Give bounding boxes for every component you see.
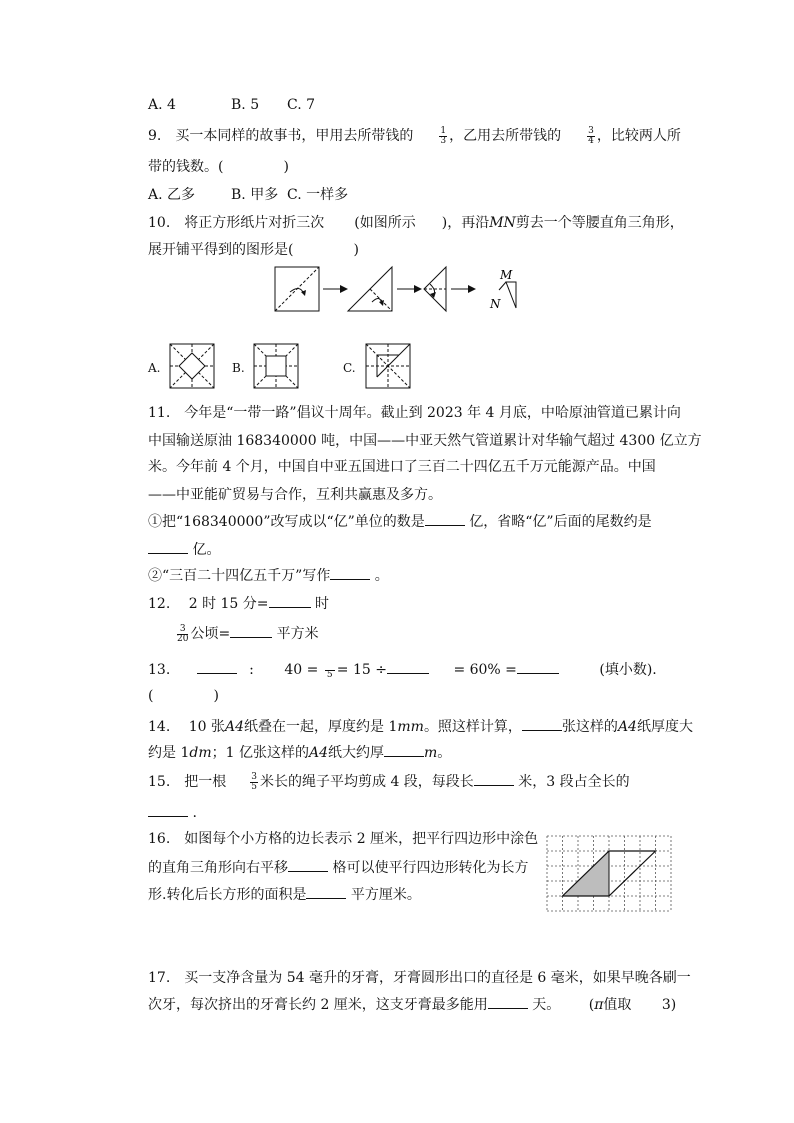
q10-option-a-label[interactable]: A. <box>148 361 161 375</box>
q15-blank-1[interactable] <box>474 771 514 786</box>
q12-line1 <box>148 593 329 614</box>
q13-paren-close: ) <box>213 688 219 704</box>
q14-mm: mm <box>397 719 424 735</box>
q11-line4: ——中亚能矿贸易与合作，互利共赢惠及多方。 <box>148 487 442 503</box>
q12-fraction: $\frac{3}{20}$ <box>177 623 189 644</box>
q13-blank-2[interactable] <box>387 659 429 674</box>
q17-line2 <box>148 994 676 1015</box>
q14-a4-2: A4 <box>617 719 637 735</box>
q13-line1 <box>148 659 657 680</box>
q12-line2 <box>175 623 319 644</box>
q11-line1: 11. 今年是“一带一路”倡议十周年。截止到 2023 年 4 月底，中哈原油管道已累计向 <box>148 405 681 421</box>
q16-line2 <box>148 857 528 878</box>
q14-line2 <box>148 742 451 763</box>
q14-line1 <box>148 716 693 737</box>
q14-blank-1[interactable] <box>522 716 562 731</box>
q9-option-a[interactable]: A. 乙多 <box>148 187 196 203</box>
q15-period: . <box>192 805 197 821</box>
q15-text-3: 米，3 段占全长的 <box>518 774 630 790</box>
q13-paren-open: ( <box>148 688 154 704</box>
q10-option-b-figure[interactable] <box>253 343 299 389</box>
q8-option-a[interactable]: A. 4 <box>148 97 176 113</box>
q16-grid-figure <box>546 835 672 913</box>
q10-line2 <box>148 240 359 260</box>
q10-option-b-label[interactable]: B. <box>232 361 245 375</box>
q11-part2-text: ②“三百二十四亿五千万”写作 <box>148 568 331 584</box>
q9-text: 9. 买一本同样的故事书，甲用去所带钱的 <box>148 128 414 144</box>
q14-a4-3: A4 <box>308 745 328 761</box>
q16-line3 <box>148 884 421 905</box>
q11-part1-text-2: 亿，省略“亿”后面的尾数约是 <box>469 514 652 530</box>
q10-line1 <box>148 213 684 233</box>
q13-line2 <box>148 686 219 706</box>
q11-line2: 中国输送原油 168340000 吨，中国——中亚天然气管道累计对华输气超过 4300 亿立方 <box>148 433 702 449</box>
q12-text: 12. 2 时 15 分= <box>148 596 269 612</box>
q9-option-b[interactable]: B. 甲多 <box>231 187 279 203</box>
q13-hint: (填小数 <box>599 662 647 678</box>
q16-blank-1[interactable] <box>288 857 328 872</box>
q17-text-4: 3) <box>661 997 677 1013</box>
q13-blank-3[interactable] <box>517 659 559 674</box>
q15-line2 <box>148 802 197 823</box>
q17-text-2: 天。 <box>532 997 561 1013</box>
q8-option-c[interactable]: C. 7 <box>287 97 316 113</box>
q14-text-1: 14. 10 张 <box>148 719 225 735</box>
q9-text-3: ，比较两人所 <box>596 128 681 144</box>
q10-text-4: 剪去一个等腰直角三角形， <box>515 215 684 231</box>
q9-options <box>148 185 349 205</box>
q17-blank[interactable] <box>488 994 528 1009</box>
q10-label-n: N <box>490 297 501 311</box>
q11-unit: 亿。 <box>192 542 221 558</box>
q16-text-1: 的直角三角形向右平移 <box>148 860 288 876</box>
q11-blank-2[interactable] <box>148 539 188 554</box>
q9-paren-close: ) <box>283 159 289 175</box>
q14-text-2: 纸叠在一起，厚度约是 1 <box>244 719 398 735</box>
q9-line2 <box>148 157 289 177</box>
q11-period: 。 <box>374 568 389 584</box>
q13-forty: 40 = <box>284 662 319 678</box>
q14-text-3: 。照这样计算， <box>423 719 522 735</box>
q11-line5 <box>148 511 652 532</box>
q11-blank-1[interactable] <box>425 511 465 526</box>
q11-line7 <box>148 565 389 586</box>
q10-paren-close: ) <box>353 242 359 258</box>
q14-a4: A4 <box>224 719 245 735</box>
q9-line1 <box>148 126 681 146</box>
q8-options <box>148 95 316 115</box>
q12-unit-2: 平方米 <box>276 626 319 642</box>
q11-line3: 米。今年前 4 个月，中国自中亚五国进口了三百二十四亿五千万元能源产品。中国 <box>148 459 656 475</box>
q14-dm: dm <box>189 745 212 761</box>
q16-blank-2[interactable] <box>306 884 346 899</box>
q16-text-3: 形.转化后长方形的面积是 <box>148 887 307 903</box>
q16-text-4: 平方厘米。 <box>350 887 421 903</box>
q8-option-b[interactable]: B. 5 <box>231 97 260 113</box>
q15-text-2: 米长的绳子平均剪成 4 段，每段长 <box>260 774 474 790</box>
q11-blank-3[interactable] <box>330 565 370 580</box>
q15-text-1: 15. 把一根 <box>148 774 227 790</box>
q14-period: 。 <box>437 745 452 761</box>
q13-fraction[interactable]: 5 <box>325 661 335 680</box>
q13-colon: : <box>249 662 254 678</box>
q9-text-4: 带的钱数。( <box>148 159 224 175</box>
q12-blank-2[interactable] <box>230 623 272 638</box>
q14-text-5: 纸厚度大 <box>636 719 693 735</box>
q14-blank-2[interactable] <box>384 742 424 757</box>
q17-pi: π <box>594 997 604 1013</box>
q9-option-c[interactable]: C. 一样多 <box>287 187 349 203</box>
q17-line1: 17. 买一支净含量为 54 毫升的牙膏，牙膏圆形出口的直径是 6 毫米，如果早晚各刷一 <box>148 970 691 986</box>
q10-folding-diagram <box>270 262 530 316</box>
q15-blank-2[interactable] <box>148 802 188 817</box>
q10-mn: MN <box>489 215 516 231</box>
q13-blank-1[interactable] <box>197 659 237 674</box>
q17-paren: ( <box>588 997 595 1013</box>
q12-unit-1: 时 <box>314 596 329 612</box>
q14-text-6: 约是 1 <box>148 745 190 761</box>
q14-m: m <box>424 745 438 761</box>
q10-option-c-label[interactable]: C. <box>343 361 356 375</box>
q14-text-4: 张这样的 <box>561 719 618 735</box>
q13-number: 13. <box>148 662 171 678</box>
q10-text-2: (如图所示 <box>354 215 416 231</box>
q17-text-3: 值取 <box>603 997 632 1013</box>
q16-line1: 16. 如图每个小方格的边长表示 2 厘米，把平行四边形中涂色 <box>148 831 539 847</box>
q10-label-m: M <box>500 268 513 282</box>
q9-fraction-2: $\frac{3}{4}$ <box>588 125 594 146</box>
q9-fraction-1: $\frac{1}{3}$ <box>440 125 447 146</box>
q13-divide: = 15 ÷ <box>336 662 387 678</box>
q15-fraction: $\frac{3}{5}$ <box>251 771 257 792</box>
q10-option-c-figure[interactable] <box>365 343 411 389</box>
q12-text-2: 公顷= <box>190 626 231 642</box>
q11-line6 <box>148 539 220 560</box>
q16-text-2: 格可以使平行四边形转化为长方 <box>332 860 529 876</box>
q10-option-a-figure[interactable] <box>169 343 215 389</box>
q12-blank-1[interactable] <box>269 593 311 608</box>
q13-percent: = 60% = <box>453 662 517 678</box>
q10-text-1: 10. 将正方形纸片对折三次 <box>148 215 325 231</box>
q13-hint-end: ). <box>646 662 657 678</box>
q15-line1 <box>148 771 630 792</box>
q14-text-8: 纸大约厚 <box>328 745 384 761</box>
q10-text-3: )，再沿 <box>441 215 490 231</box>
q14-text-7: ；1 亿张这样的 <box>211 745 309 761</box>
q9-text-2: ，乙用去所带钱的 <box>449 128 562 144</box>
q11-part1-text: ①把“168340000”改写成以“亿”单位的数是 <box>148 514 425 530</box>
q10-text-5: 展开铺平得到的图形是( <box>148 242 294 258</box>
q17-text-1: 次牙，每次挤出的牙膏长约 2 厘米，这支牙膏最多能用 <box>148 997 488 1013</box>
